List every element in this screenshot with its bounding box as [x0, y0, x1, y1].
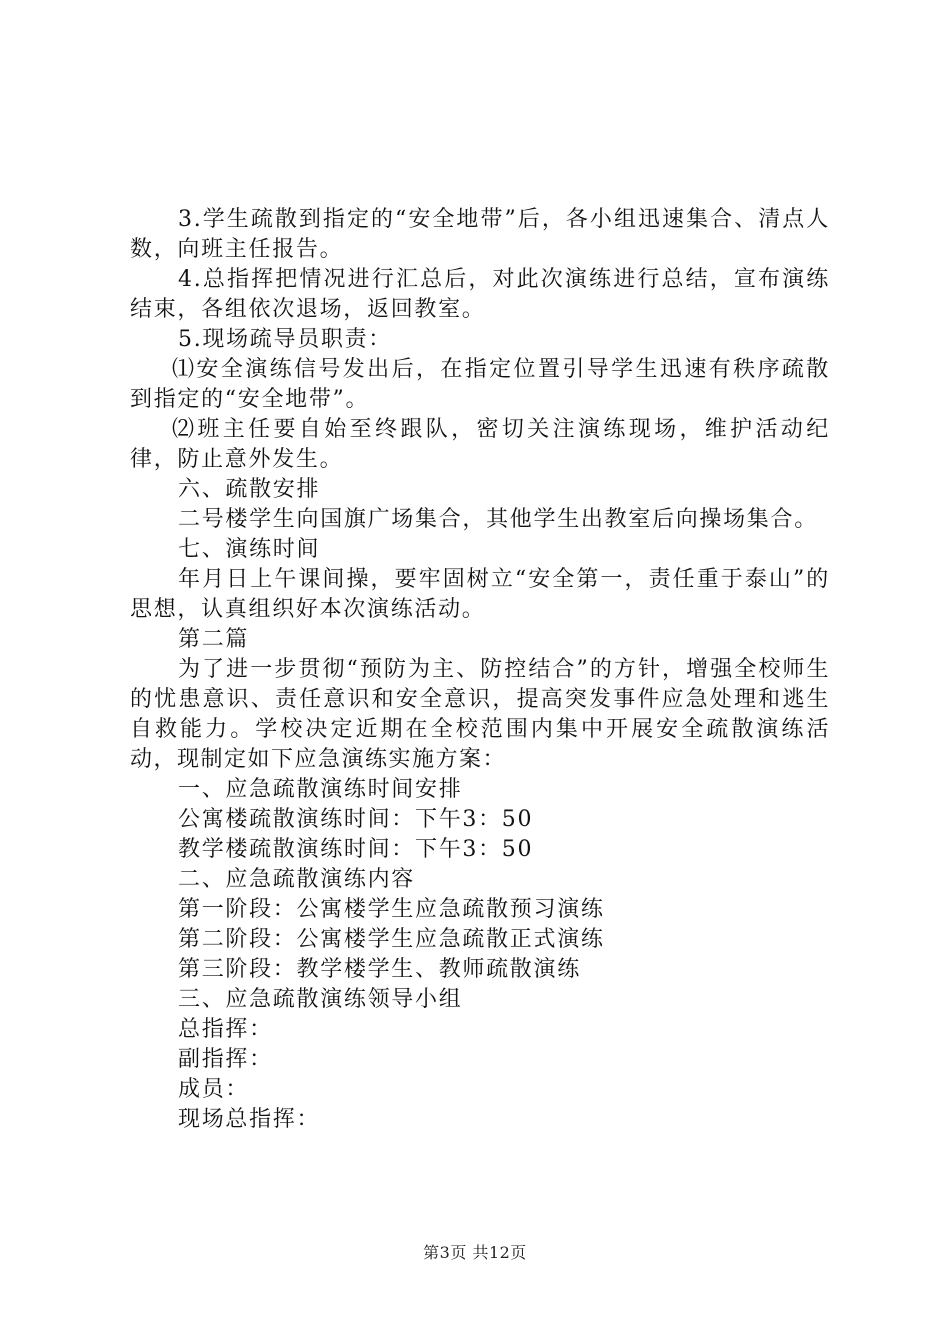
schedule-teaching-building: 教学楼疏散演练时间：下午3：50	[178, 837, 534, 862]
paragraph-evacuation-arrangement: 二号楼学生向国旗广场集合，其他学生出教室后向操场集合。	[178, 507, 818, 532]
paragraph-duty-1: ⑴安全演练信号发出后，在指定位置引导学生迅速有秩序疏散到指定的“安全地带”。	[130, 357, 830, 412]
leadership-members: 成员：	[178, 1077, 250, 1102]
document-body	[130, 205, 830, 1135]
section-heading-leadership: 三、应急疏散演练领导小组	[178, 987, 463, 1012]
paragraph-step-4: 4.总指挥把情况进行汇总后，对此次演练进行总结，宣布演练结束，各组依次退场，返回教室。	[130, 267, 830, 322]
leadership-deputy: 副指挥：	[178, 1047, 273, 1072]
paragraph-intro-second: 为了进一步贯彻“预防为主、防控结合”的方针，增强全校师生的忧患意识、责任意识和安全意识，提高突发事件应急处理和逃生自救能力。学校决定近期在全校范围内集中开展安全疏散演练活动，现制定如下应急演练实施方案：	[130, 657, 830, 772]
content-stage-1: 第一阶段：公寓楼学生应急疏散预习演练	[178, 897, 605, 922]
page-footer: 第3页 共12页	[423, 1243, 527, 1262]
leadership-site-commander: 现场总指挥：	[178, 1107, 321, 1132]
paragraph-step-3: 3.学生疏散到指定的“安全地带”后，各小组迅速集合、清点人数，向班主任报告。	[130, 207, 830, 262]
leadership-commander: 总指挥：	[178, 1017, 273, 1042]
content-stage-2: 第二阶段：公寓楼学生应急疏散正式演练	[178, 927, 605, 952]
content-stage-3: 第三阶段：教学楼学生、教师疏散演练	[178, 957, 581, 982]
section-heading-content: 二、应急疏散演练内容	[178, 867, 416, 892]
part-heading-second: 第二篇	[178, 627, 250, 652]
section-heading-schedule: 一、应急疏散演练时间安排	[178, 777, 463, 802]
paragraph-duty-2: ⑵班主任要自始至终跟队，密切关注演练现场，维护活动纪律，防止意外发生。	[130, 417, 830, 472]
section-heading-evacuation-arrangement: 六、疏散安排	[178, 477, 321, 502]
section-heading-drill-time: 七、演练时间	[178, 537, 321, 562]
paragraph-drill-time: 年月日上午课间操，要牢固树立“安全第一，责任重于泰山”的思想，认真组织好本次演练活动。	[130, 567, 830, 622]
schedule-dormitory: 公寓楼疏散演练时间：下午3：50	[178, 807, 534, 832]
paragraph-step-5-heading: 5.现场疏导员职责：	[178, 327, 392, 352]
